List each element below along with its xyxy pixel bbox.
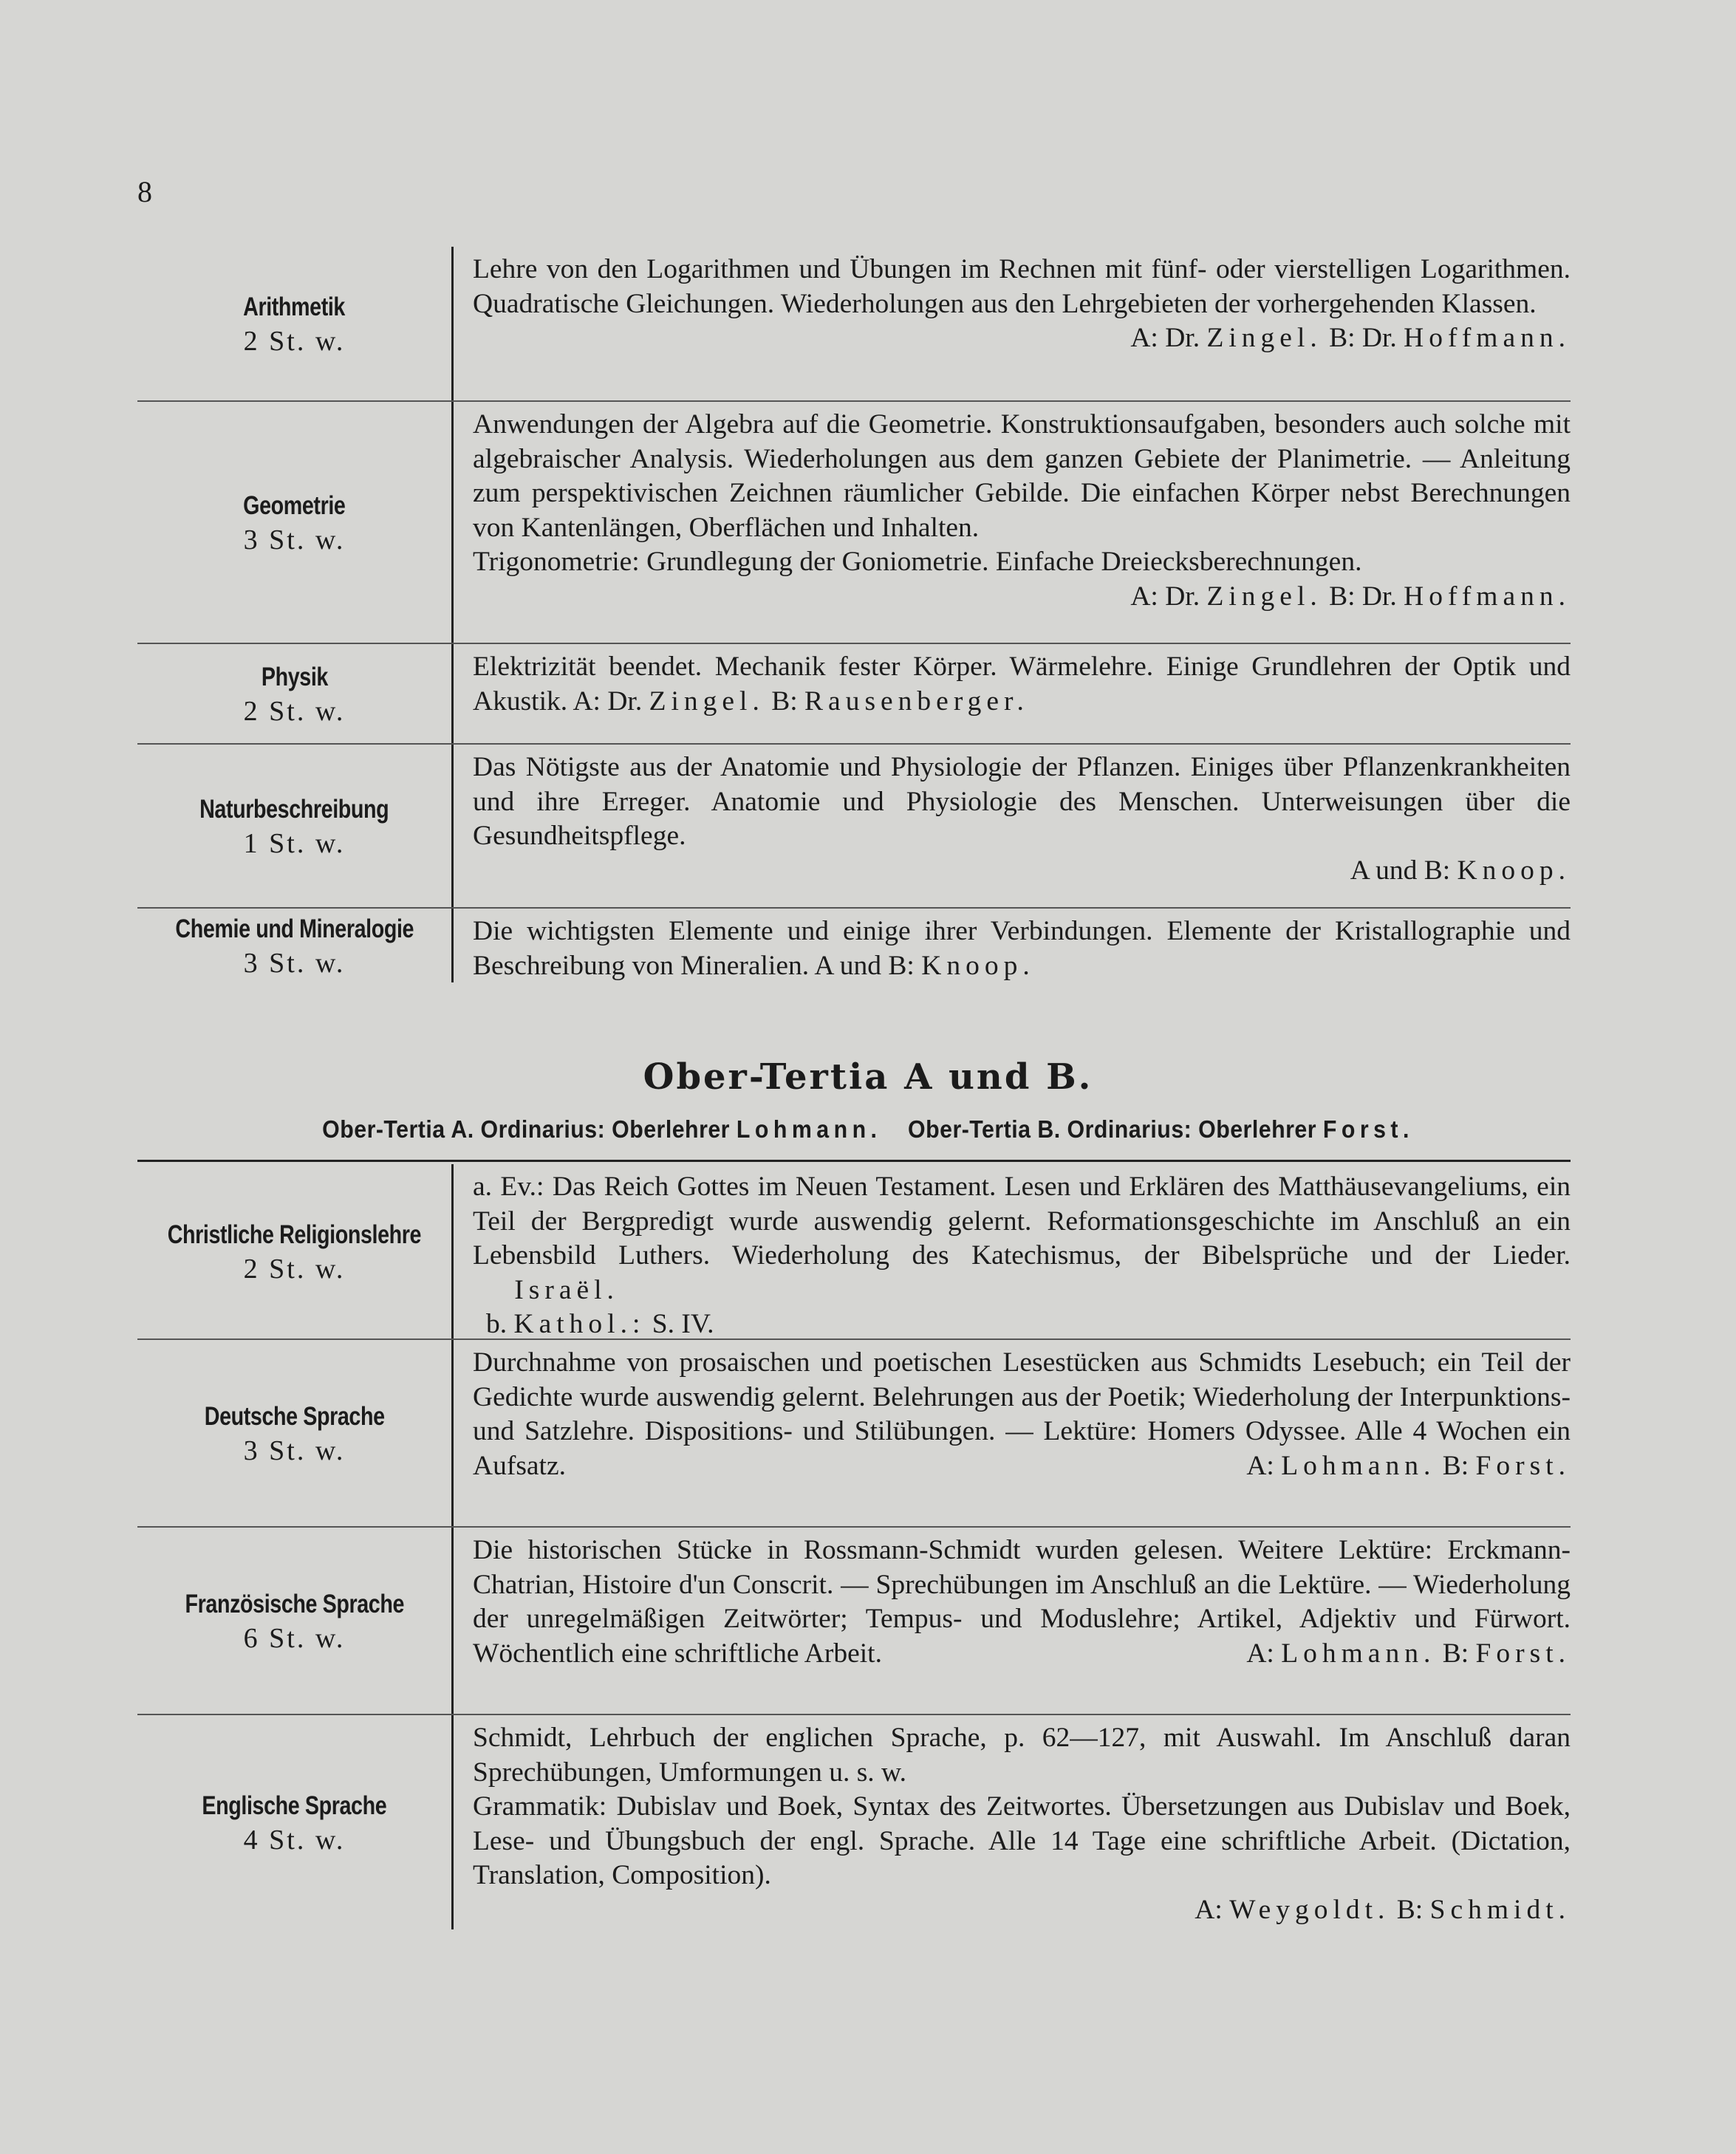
subject-content	[454, 745, 1571, 907]
subject-cell	[137, 1164, 454, 1338]
subject-row-franzoesisch	[137, 1528, 1571, 1715]
subject-hours: 1 St. w.	[243, 828, 346, 859]
teachers-mid: B:	[1442, 1451, 1469, 1481]
ordinarius-a-name: Lohmann.	[736, 1115, 882, 1143]
teachers-line	[473, 1449, 1571, 1484]
subject-row-geometrie	[137, 402, 1571, 644]
subject-name: Physik	[261, 663, 328, 691]
teacher-b: Hoffmann.	[1404, 581, 1571, 612]
subject-content	[454, 1340, 1571, 1526]
content-text-body: Die wichtigsten Elemente und einige ihrer Verbindungen. Elemente der Kristallographie und Beschreibung von Mineralien.	[473, 916, 1571, 981]
content-text	[473, 650, 1571, 719]
subject-name: Naturbeschreibung	[199, 795, 389, 824]
content-text-2: Grammatik: Dubislav und Boek, Syntax des Zeitwortes. Übersetzungen aus Dubislav und Boek, Lese- und Übungsbuch der engl. Sprache. Alle 14 Tage eine schriftliche Arbeit. (Dictation, Translation, Composition).	[473, 1791, 1571, 1890]
teachers-prefix: A: Dr.	[573, 685, 643, 717]
teacher-b: Forst.	[1475, 1451, 1571, 1481]
subject-name: Englische Sprache	[202, 1791, 387, 1820]
subject-hours: 4 St. w.	[243, 1825, 346, 1856]
content-text: Durchnahme von prosaischen und poetischen Lesestücken aus Schmidts Lesebuch; ein Teil der Gedichte wurde auswendig gelernt. Belehrungen aus der Poetik; Wiederholung der Interpunktions- und Satzlehre. Dispositions- und Stilübungen. — Lektüre: Homers Odyssee. Alle 4 Wochen ein Aufsatz.	[473, 1347, 1571, 1481]
teacher-a: Lohmann.	[1281, 1638, 1436, 1669]
page-number: 8	[137, 175, 152, 208]
content-text: Schmidt, Lehrbuch der englichen Sprache, p. 62—127, mit Auswahl. Im Anschluß daran Sprechübungen, Umformungen u. s. w.	[473, 1723, 1571, 1788]
teachers-line	[473, 854, 1571, 889]
content-text-2	[473, 1307, 1571, 1342]
teacher-a: Knoop.	[921, 950, 1035, 981]
subject-content	[454, 1715, 1571, 1929]
subject-content	[454, 909, 1571, 982]
subject-name: Deutsche Sprache	[204, 1402, 385, 1431]
teacher-a: Lohmann.	[1281, 1451, 1436, 1481]
content-text: Lehre von den Logarithmen und Übungen im Rechnen mit fünf- oder vierstelligen Logarithmen. Quadratische Gleichungen. Wiederholungen aus den Lehrgebieten der vorhergehenden Klassen.	[473, 254, 1571, 319]
catholic-prefix: b.	[486, 1309, 508, 1339]
subject-hours: 3 St. w.	[243, 524, 346, 555]
teachers-mid: B: Dr.	[1329, 323, 1397, 353]
teachers-mid: B:	[1396, 1894, 1424, 1925]
subject-cell	[137, 745, 454, 907]
teachers-prefix: A: Dr.	[1130, 323, 1200, 353]
content-text-body: Elektrizität beendet. Mechanik fester Körper. Wärmelehre. Einige Grundlehren der Optik und Akustik.	[473, 652, 1571, 717]
subject-row-physik	[137, 644, 1571, 745]
teacher-a: Israël.	[514, 1274, 619, 1305]
teachers-line	[473, 321, 1571, 356]
subject-name: Christliche Religionslehre	[167, 1220, 422, 1249]
subject-cell	[137, 644, 454, 743]
curriculum-table-lower	[137, 1164, 1571, 1929]
catholic-label: Kathol.:	[513, 1309, 646, 1339]
subject-row-naturbeschreibung	[137, 745, 1571, 909]
subject-cell	[137, 247, 454, 400]
subject-hours: 6 St. w.	[243, 1623, 346, 1654]
teachers-mid: B:	[771, 685, 798, 717]
teachers-mid: B: Dr.	[1329, 581, 1397, 612]
subject-cell	[137, 402, 454, 643]
ordinarius-line	[69, 1115, 1667, 1143]
subject-row-religion	[137, 1164, 1571, 1340]
teachers-prefix: A: Dr.	[1130, 581, 1200, 612]
subject-hours: 3 St. w.	[243, 1435, 346, 1466]
catholic-ref: S. IV.	[652, 1309, 714, 1339]
subject-row-chemie	[137, 909, 1571, 982]
teachers-prefix: A:	[1246, 1638, 1274, 1669]
content-text: Das Nötigste aus der Anatomie und Physiologie der Pflanzen. Einiges über Pflanzenkrankheiten und ihre Erreger. Anatomie und Physiologie des Menschen. Unterweisungen über die Gesundheitspflege.	[473, 752, 1571, 851]
teachers-prefix: A:	[1195, 1894, 1223, 1925]
subject-row-englisch	[137, 1715, 1571, 1929]
teacher-a: Zingel.	[649, 685, 765, 717]
subject-content	[454, 1164, 1571, 1338]
subject-content	[454, 1528, 1571, 1714]
section-heading: Ober-Tertia A und B.	[643, 1056, 1093, 1098]
teacher-a: Knoop.	[1457, 855, 1571, 886]
teacher-a: Weygoldt.	[1229, 1894, 1390, 1925]
teacher-b: Forst.	[1475, 1638, 1571, 1669]
subject-name: Arithmetik	[243, 293, 346, 321]
teachers-prefix: A:	[1246, 1451, 1274, 1481]
ordinarius-b-label: Ober-Tertia B. Ordinarius: Oberlehrer	[908, 1115, 1316, 1143]
subject-cell	[137, 1715, 454, 1929]
subject-content	[454, 247, 1571, 400]
teachers-line	[473, 1893, 1571, 1928]
curriculum-table-upper	[137, 247, 1571, 982]
subject-hours: 2 St. w.	[243, 326, 346, 357]
teachers-prefix: A und B:	[814, 950, 915, 981]
teachers-prefix: A und B:	[1350, 855, 1451, 886]
teacher-a: Zingel.	[1206, 323, 1322, 353]
subject-name: Französische Sprache	[185, 1590, 404, 1618]
subject-content	[454, 644, 1571, 743]
content-text	[473, 914, 1571, 983]
subject-hours: 2 St. w.	[243, 1254, 346, 1285]
teacher-a: Zingel.	[1206, 581, 1322, 612]
ordinarius-b-name: Forst.	[1322, 1115, 1414, 1143]
subject-cell	[137, 1528, 454, 1714]
subject-name: Chemie und Mineralogie	[175, 914, 414, 943]
teacher-b: Hoffmann.	[1404, 323, 1571, 353]
content-text: Die historischen Stücke in Rossmann-Schmidt wurden gelesen. Weitere Lektüre: Erckmann-Chatrian, Histoire d'un Conscrit. — Sprechübungen im Anschluß an die Lektüre. — Wiederholung der unregelmäßigen Zeitwörter; Tempus- und Moduslehre; Artikel, Adjektiv und Fürwort. Wöchentlich eine schriftliche Arbeit.	[473, 1535, 1571, 1669]
teacher-b: Schmidt.	[1429, 1894, 1571, 1925]
subject-hours: 3 St. w.	[243, 948, 346, 979]
teacher-b: Rausenberger.	[804, 685, 1029, 717]
teachers-mid: B:	[1442, 1638, 1469, 1669]
content-text-body: a. Ev.: Das Reich Gottes im Neuen Testament. Lesen und Erklären des Matthäusevangeliums, ein Teil der Bergpredigt wurde auswendig gelernt. Reformationsgeschichte im Anschluß an ein Lebensbild Luthers. Wiederholung des Katechismus, der Bibelsprüche und der Lieder.	[473, 1172, 1571, 1271]
subject-hours: 2 St. w.	[243, 696, 346, 727]
subject-cell	[137, 909, 454, 982]
ordinarius-a-label: Ober-Tertia A. Ordinarius: Oberlehrer	[322, 1115, 730, 1143]
subject-name: Geometrie	[243, 491, 346, 520]
subject-row-arithmetik	[137, 247, 1571, 402]
content-text	[473, 1170, 1571, 1307]
subject-cell	[137, 1340, 454, 1526]
subject-content	[454, 402, 1571, 643]
teachers-line	[473, 580, 1571, 615]
content-text: Anwendungen der Algebra auf die Geometrie. Konstruktionsaufgaben, besonders auch solche mit algebraischer Analysis. Wiederholungen aus dem ganzen Gebiete der Planimetrie. — Anleitung zum perspektivischen Zeichnen räumlicher Gebilde. Die einfachen Körper nebst Berechnungen von Kantenlängen, Oberflächen und Inhalten.	[473, 409, 1571, 543]
section-rule	[137, 1160, 1571, 1162]
content-text-2: Trigonometrie: Grundlegung der Goniometrie. Einfache Dreiecksberechnungen.	[473, 547, 1362, 577]
subject-row-deutsch	[137, 1340, 1571, 1528]
